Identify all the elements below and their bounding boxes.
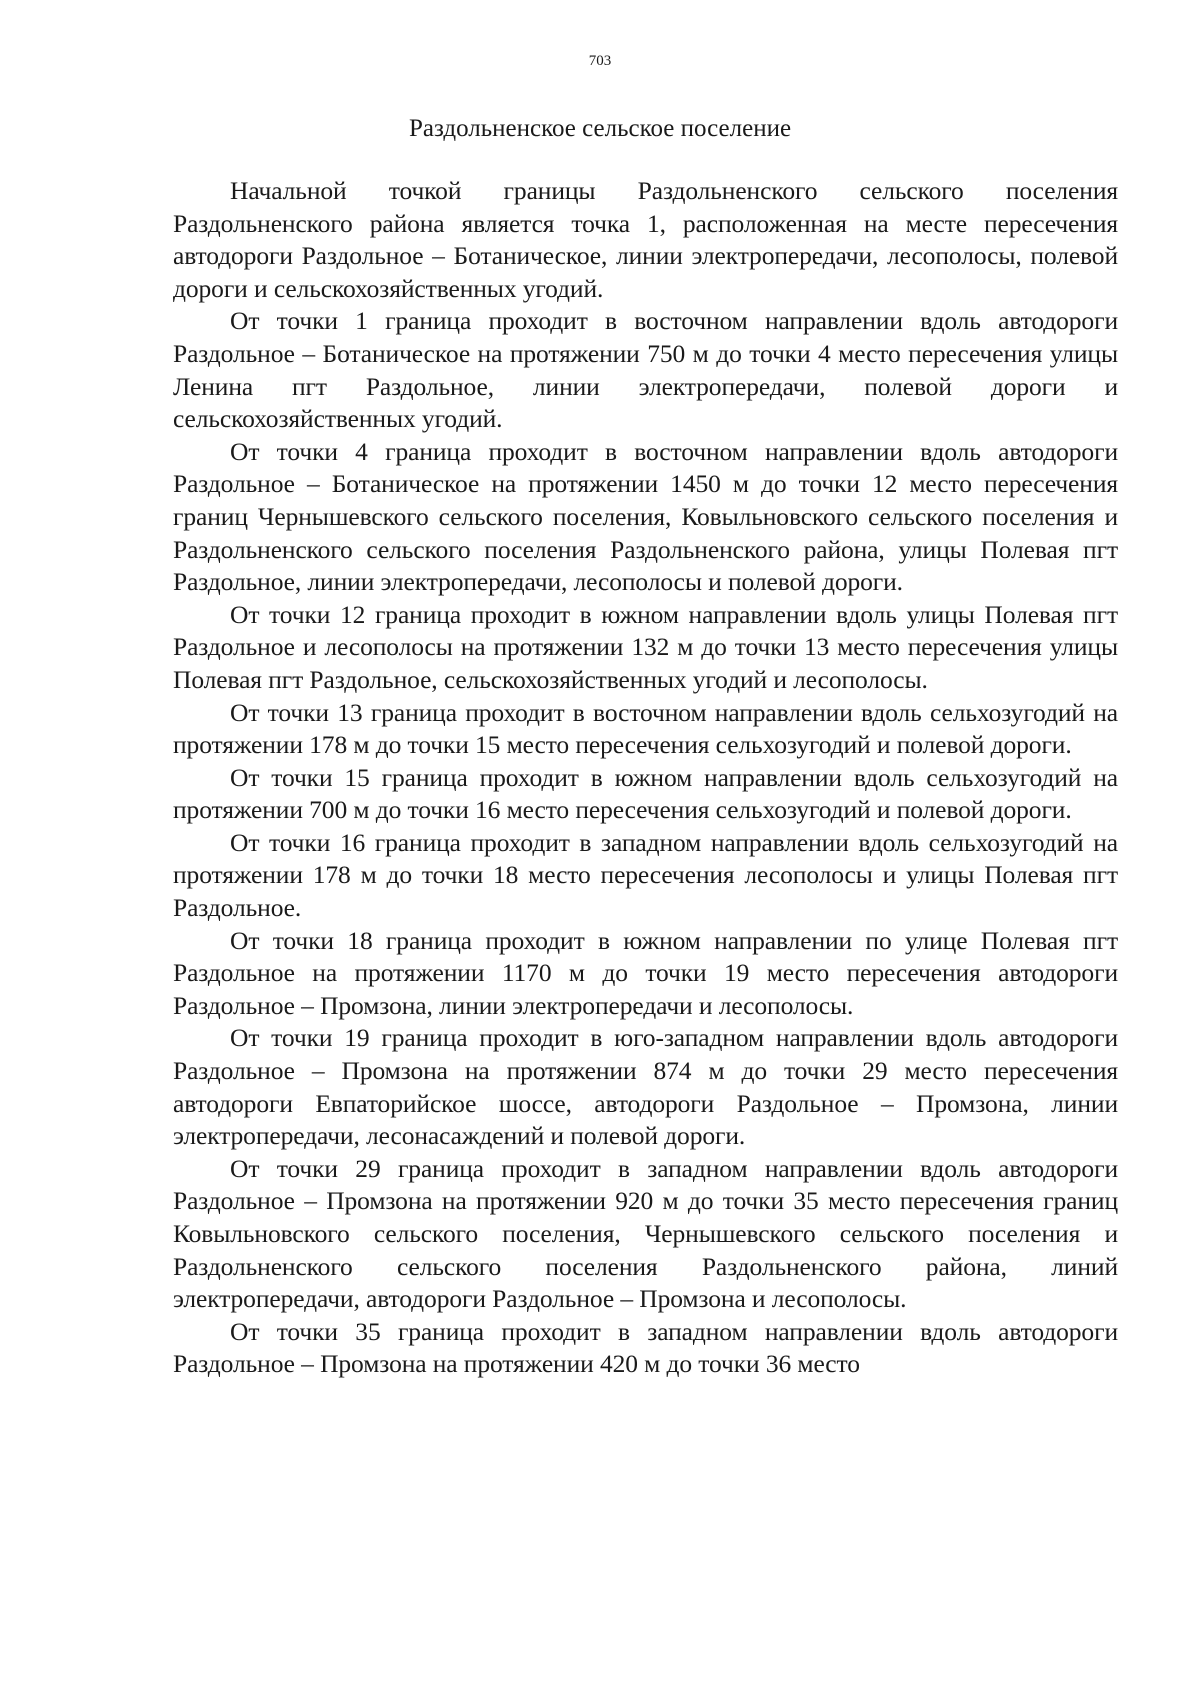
document-body xyxy=(173,175,1118,1381)
paragraph-6: От точки 15 граница проходит в южном направлении вдоль сельхозугодий на протяжении 700 м до точки 16 место пересечения сельхозугодий и полевой дороги. xyxy=(173,762,1118,825)
document-title: Раздольненское сельское поселение xyxy=(408,115,792,142)
paragraph-1: Начальной точкой границы Раздольненского сельского поселения Раздольненского района является точка 1, расположенная на месте пересечения автодороги Раздольное – Ботаническое, линии электропередачи, лесополосы, полевой дороги и сельскохозяйственных угодий. xyxy=(173,176,1118,303)
paragraph-5: От точки 13 граница проходит в восточном направлении вдоль сельхозугодий на протяжении 178 м до точки 15 место пересечения сельхозугодий и полевой дороги. xyxy=(173,697,1118,760)
paragraph-7: От точки 16 граница проходит в западном направлении вдоль сельхозугодий на протяжении 178 м до точки 18 место пересечения лесополосы и улицы Полевая пгт Раздольное. xyxy=(173,827,1118,923)
paragraph-4: От точки 12 граница проходит в южном направлении вдоль улицы Полевая пгт Раздольное и лесополосы на протяжении 132 м до точки 13 место пересечения улицы Полевая пгт Раздольное, сельскохозяйственных угодий и лесополосы. xyxy=(173,599,1118,694)
paragraph-8: От точки 18 граница проходит в южном направлении по улице Полевая пгт Раздольное на протяжении 1170 м до точки 19 место пересечения автодороги Раздольное – Промзона, линии электропередачи и лесополосы. xyxy=(173,925,1118,1020)
paragraph-11: От точки 35 граница проходит в западном направлении вдоль автодороги Раздольное – Промзона на протяжении 420 м до точки 36 место xyxy=(173,1316,1118,1379)
paragraph-10: От точки 29 граница проходит в западном направлении вдоль автодороги Раздольное – Промзона на протяжении 920 м до точки 35 место пересечения границ Ковыльновского сельского поселения, Чернышевского сельского поселения и Раздольненского сельского поселения Раздольненского района, линий электропередачи, автодороги Раздольное – Промзона и лесополосы. xyxy=(173,1153,1118,1314)
paragraph-2: От точки 1 граница проходит в восточном направлении вдоль автодороги Раздольное – Ботаническое на протяжении 750 м до точки 4 место пересечения улицы Ленина пгт Раздольное, линии электропередачи, полевой дороги и сельскохозяйственных угодий. xyxy=(173,306,1118,434)
paragraph-9: От точки 19 граница проходит в юго-западном направлении вдоль автодороги Раздольное – Промзона на протяжении 874 м до точки 29 место пересечения автодороги Евпаторийское шоссе, автодороги Раздольное – Промзона, линии электропередачи, лесонасаждений и полевой дороги. xyxy=(173,1023,1118,1151)
paragraph-3: От точки 4 граница проходит в восточном направлении вдоль автодороги Раздольное – Ботаническое на протяжении 1450 м до точки 12 место пересечения границ Чернышевского сельского поселения, Ковыльновского сельского поселения и Раздольненского сельского поселения Раздольненского района, улицы Полевая пгт Раздольное, линии электропередачи, лесополосы и полевой дороги. xyxy=(173,436,1118,597)
page-number: 703 xyxy=(588,53,612,69)
